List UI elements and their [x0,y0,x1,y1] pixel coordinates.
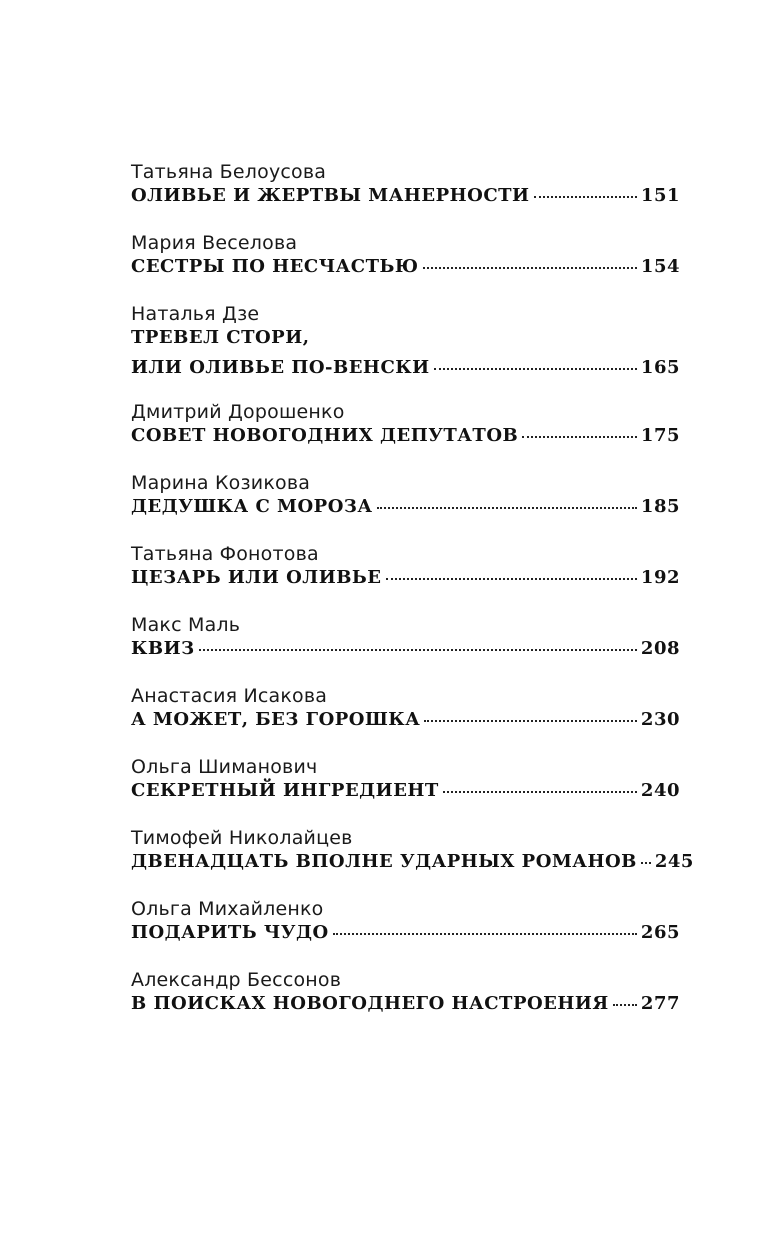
dot-leader [534,196,637,198]
entry-author: Татьяна Фонотова [131,543,319,565]
entry-page-number: 165 [640,357,680,378]
toc-entry [131,897,680,968]
entry-page-number: 151 [640,185,680,206]
dot-leader [199,649,637,651]
entry-page-number: 185 [640,496,680,517]
dot-leader [424,720,637,722]
toc-entry [131,826,694,897]
entry-title: ЦЕЗАРЬ ИЛИ ОЛИВЬЕ [131,567,382,588]
entry-title: СЕСТРЫ ПО НЕСЧАСТЬЮ [131,256,419,277]
dot-leader [434,368,637,370]
entry-author: Макс Маль [131,614,241,636]
entry-title: В ПОИСКАХ НОВОГОДНЕГО НАСТРОЕНИЯ [131,993,609,1014]
toc-entry [131,684,680,755]
toc-entry [131,542,680,613]
entry-title-line [131,496,680,526]
entry-title: ИЛИ ОЛИВЬЕ ПО-ВЕНСКИ [131,357,430,378]
entry-author: Наталья Дзе [131,303,260,325]
dot-leader [641,862,651,864]
entry-title-line [131,922,680,952]
entry-author: Анастасия Исакова [131,685,328,707]
entry-title-line [131,357,680,390]
toc-entry [131,231,680,302]
entry-title: ОЛИВЬЕ И ЖЕРТВЫ МАНЕРНОСТИ [131,185,530,206]
entry-title-line [131,327,680,357]
dot-leader [522,436,637,438]
entry-title-line [131,425,680,455]
entry-author: Александр Бессонов [131,969,342,991]
entry-title: СОВЕТ НОВОГОДНИХ ДЕПУТАТОВ [131,425,519,446]
entry-title: ДВЕНАДЦАТЬ ВПОЛНЕ УДАРНЫХ РОМАНОВ [131,851,637,872]
entry-author: Ольга Михайленко [131,898,324,920]
entry-title: ПОДАРИТЬ ЧУДО [131,922,329,943]
entry-author: Дмитрий Дорошенко [131,401,345,423]
table-of-contents [131,160,694,1039]
toc-entry [131,400,680,471]
dot-leader [333,933,637,935]
entry-title-line [131,780,680,810]
entry-title-line [131,185,680,215]
entry-title-line [131,709,680,739]
entry-page-number: 240 [640,780,680,801]
entry-title-line [131,256,680,286]
entry-title-line [131,638,680,668]
entry-author: Марина Козикова [131,472,311,494]
dot-leader [423,267,637,269]
entry-author: Тимофей Николайцев [131,827,353,849]
toc-entry [131,755,680,826]
toc-entry [131,160,680,231]
dot-leader [386,578,637,580]
entry-title-line [131,993,680,1023]
entry-author: Татьяна Белоусова [131,161,327,183]
toc-entry [131,302,680,400]
entry-page-number: 277 [640,993,680,1014]
dot-leader [377,507,637,509]
toc-entry [131,968,680,1039]
entry-page-number: 230 [640,709,680,730]
dot-leader [613,1004,637,1006]
entry-page-number: 192 [640,567,680,588]
entry-page-number: 245 [654,851,694,872]
entry-title-first-line: ТРЕВЕЛ СТОРИ, [131,327,310,348]
entry-title: КВИЗ [131,638,195,659]
toc-entry [131,471,680,542]
entry-page-number: 154 [640,256,680,277]
entry-title: СЕКРЕТНЫЙ ИНГРЕДИЕНТ [131,780,439,801]
entry-author: Мария Веселова [131,232,298,254]
toc-entry [131,613,680,684]
entry-page-number: 208 [640,638,680,659]
entry-title: А МОЖЕТ, БЕЗ ГОРОШКА [131,709,421,730]
entry-page-number: 175 [640,425,680,446]
entry-title-line [131,851,694,881]
entry-title: ДЕДУШКА С МОРОЗА [131,496,373,517]
entry-title-line [131,567,680,597]
dot-leader [443,791,637,793]
entry-author: Ольга Шиманович [131,756,318,778]
entry-page-number: 265 [640,922,680,943]
